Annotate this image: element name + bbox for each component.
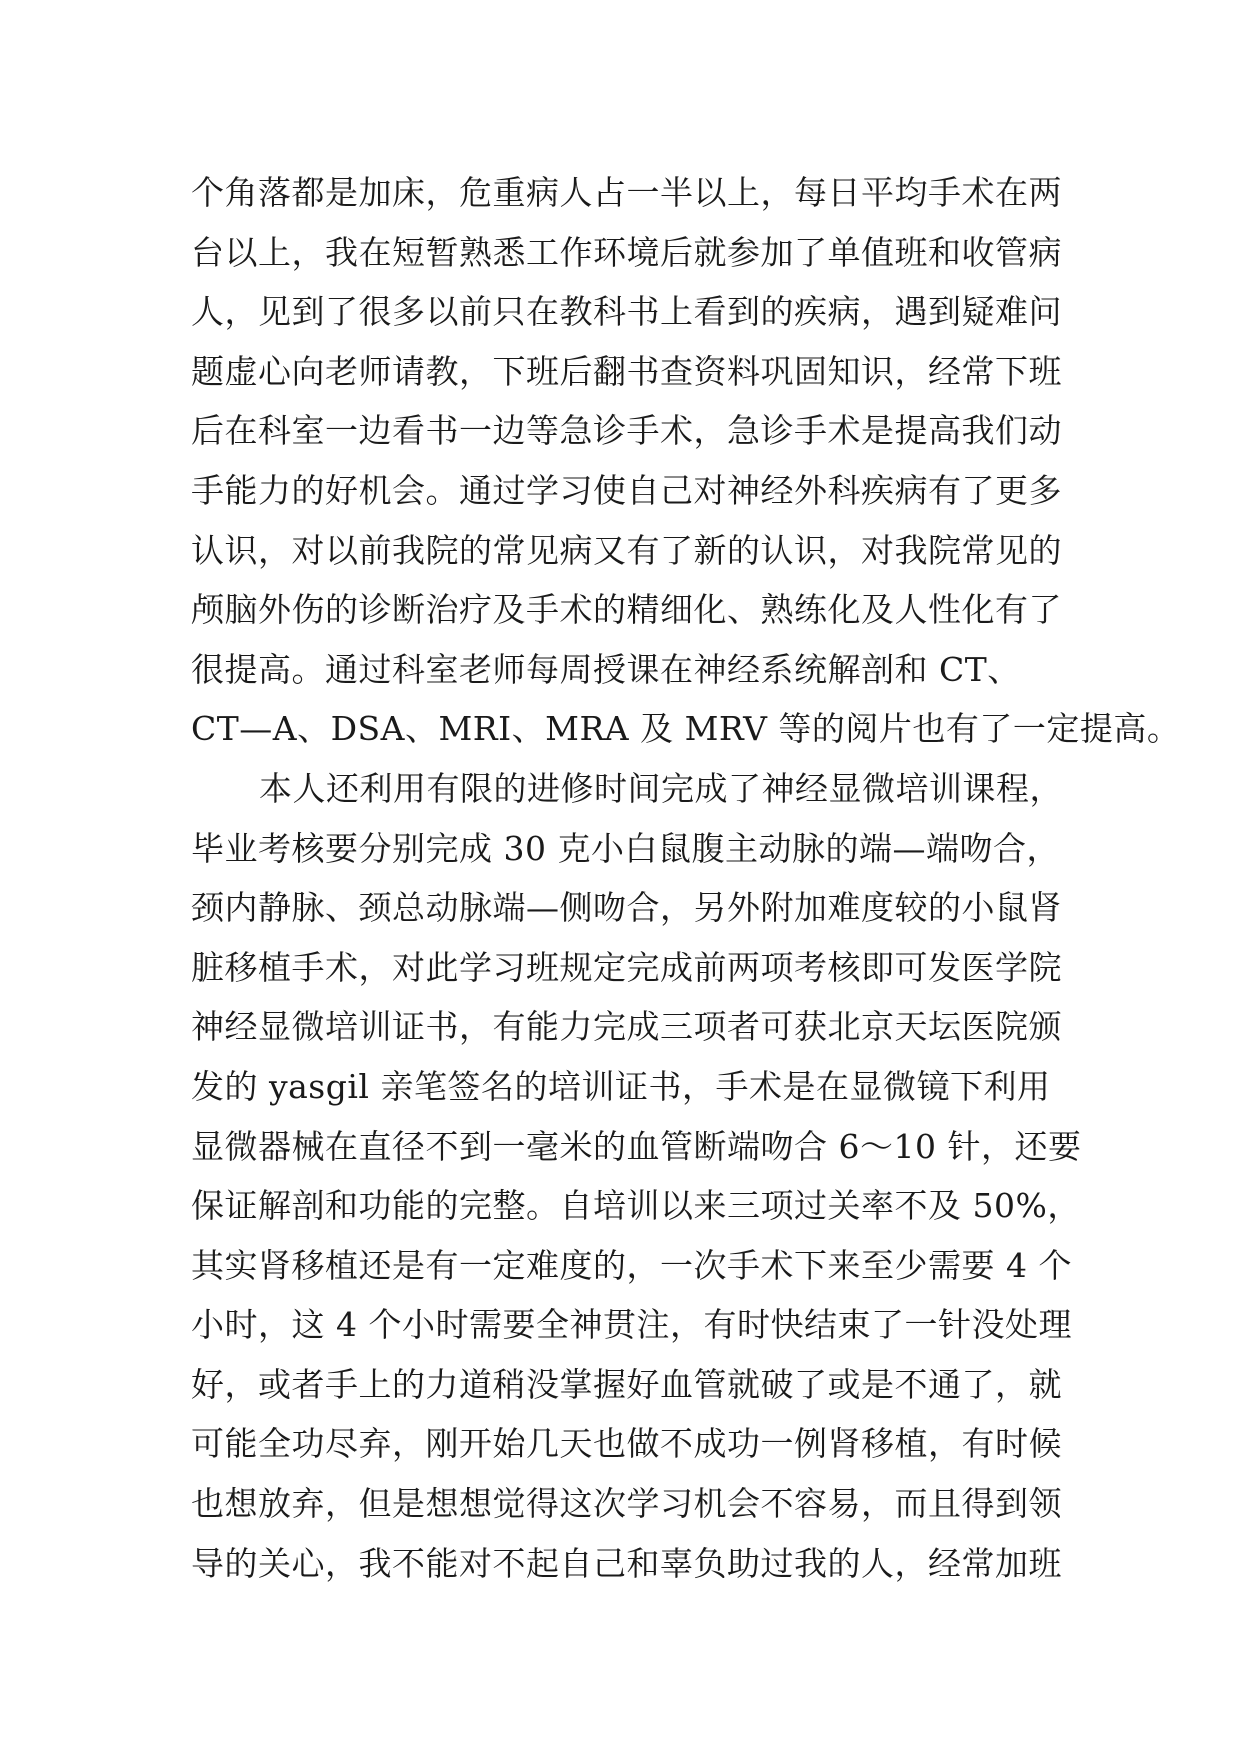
text-line: 也想放弃，但是想想觉得这次学习机会不容易，而且得到领 xyxy=(191,1484,1062,1524)
text-line: 好，或者手上的力道稍没掌握好血管就破了或是不通了，就 xyxy=(191,1364,1062,1404)
text-line: 个角落都是加床，危重病人占一半以上，每日平均手术在两 xyxy=(191,173,1062,212)
text-line: 后在科室一边看书一边等急诊手术，急诊手术是提高我们动 xyxy=(191,411,1062,451)
text-line: 可能全功尽弃，刚开始几天也做不成功一例肾移植，有时候 xyxy=(191,1424,1062,1464)
text-line: 颅脑外伤的诊断治疗及手术的精细化、熟练化及人性化有了 xyxy=(191,590,1062,630)
text-line: 台以上，我在短暂熟悉工作环境后就参加了单值班和收管病 xyxy=(191,232,1062,272)
text-line: 手能力的好机会。通过学习使自己对神经外科疾病有了更多 xyxy=(191,470,1062,510)
paragraph-first-line: 本人还利用有限的进修时间完成了神经显微培训课程， xyxy=(259,768,1063,808)
text-line: 题虚心向老师请教，下班后翻书查资料巩固知识，经常下班 xyxy=(191,351,1062,391)
text-line: 导的关心，我不能对不起自己和辜负助过我的人，经常加班 xyxy=(191,1543,1062,1583)
text-line: 保证解剖和功能的完整。自培训以来三项过关率不及 50%， xyxy=(191,1186,1081,1226)
text-line: 其实肾移植还是有一定难度的，一次手术下来至少需要 4 个 xyxy=(191,1245,1072,1285)
text-line: 毕业考核要分别完成 30 克小白鼠腹主动脉的端—端吻合， xyxy=(191,828,1060,868)
body-text xyxy=(191,163,1181,1593)
text-line: 小时，这 4 个小时需要全神贯注，有时快结束了一针没处理 xyxy=(191,1305,1072,1345)
text-line: 颈内静脉、颈总动脉端—侧吻合，另外附加难度较的小鼠肾 xyxy=(191,888,1062,928)
text-line: CT—A、DSA、MRI、MRA 及 MRV 等的阅片也有了一定提高。 xyxy=(191,709,1181,749)
text-line: 神经显微培训证书，有能力完成三项者可获北京天坛医院颁 xyxy=(191,1007,1062,1047)
text-line: 脏移植手术，对此学习班规定完成前两项考核即可发医学院 xyxy=(191,947,1062,987)
text-line: 认识，对以前我院的常见病又有了新的认识，对我院常见的 xyxy=(191,530,1062,570)
text-line: 人，见到了很多以前只在教科书上看到的疾病，遇到疑难问 xyxy=(191,292,1062,332)
text-line: 很提高。通过科室老师每周授课在神经系统解剖和 CT、 xyxy=(191,649,1021,689)
text-line: 发的 yasgil 亲笔签名的培训证书，手术是在显微镜下利用 xyxy=(191,1066,1051,1106)
text-line: 显微器械在直径不到一毫米的血管断端吻合 6～10 针，还要 xyxy=(191,1126,1082,1166)
